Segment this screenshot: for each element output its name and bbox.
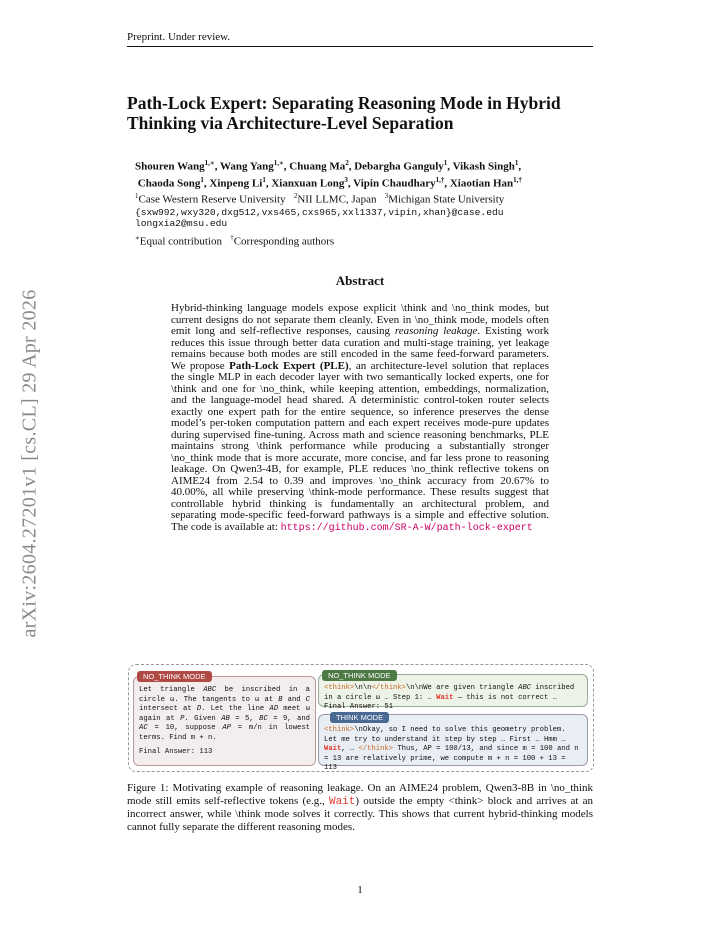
no-think-tag-1: NO_THINK MODE bbox=[137, 671, 212, 682]
emails-1: {sxw992,wxy320,dxg512,vxs465,cxs965,xxl1337,vipin,xhan}@case.edu bbox=[135, 206, 504, 218]
paper-title bbox=[127, 93, 597, 133]
question-panel bbox=[133, 676, 316, 766]
author-block: Shouren Wang$^{1,∗}$, Wang Yang$^{1,∗}$, Chuang Ma$^2$, Debargha Ganguly$^1$, Vikash Singh$^1$, Chaoda Song$^1$, Xinpeng Li$^1$, Xianxuan Long$^3$, Vipin Chaudhary$^{1,\dagger}$, Xiaotian Han$^{1,\dagger}$ $^1$Case Western Reserve University $^2$NII LLMC, Japan $^3$Michigan State University {sxw992,wxy320,dxg512,vxs465,cxs965,xxl1337,vipin,xhan}@case.edu longxia2@msu.edu ∗Equal contribution †Corresponding authors bbox=[135, 157, 595, 249]
title-line-1: Path-Lock Expert: Separating Reasoning Mode in Hybrid bbox=[127, 93, 561, 113]
header-rule bbox=[127, 46, 593, 47]
affiliations: $^1$Case Western Reserve University $^2$NII LLMC, Japan $^3$Michigan State University bbox=[135, 192, 505, 206]
think-response: <think>\nOkay, so I need to solve this geometry problem. Let me try to understand it step by step … First … Hmm … Wait, … </think> Thus, AP = 100/13, and since m = 100 and n = 13 are relatively prime, we compute m + n = 100 + 13 = 113 bbox=[324, 726, 579, 772]
title-line-2: Thinking via Architecture-Level Separation bbox=[127, 113, 454, 133]
page-number: 1 bbox=[357, 884, 363, 896]
think-tag: THINK MODE bbox=[330, 712, 389, 723]
question-text: Let triangle ABC be inscribed in a circle ω. The tangents to ω at B and C intersect at D. Let the line AD meet ω again at P. Given AB = 5, BC = 9, and AC = 10, suppose AP = m/n in lowest terms. Find m + n. bbox=[139, 686, 311, 742]
final-answer: Final Answer: 113 bbox=[139, 748, 213, 756]
author-list: Shouren Wang$^{1,∗}$, Wang Yang$^{1,∗}$, Chuang Ma$^2$, Debargha Ganguly$^1$, Vikash Singh$^1$, bbox=[135, 159, 522, 173]
arxiv-stamp: arXiv:2604.27201v1 [cs.CL] 29 Apr 2026 bbox=[18, 289, 41, 638]
emails-2: longxia2@msu.edu bbox=[135, 217, 228, 229]
code-link[interactable]: https://github.com/SR-A-W/path-lock-expert bbox=[280, 522, 533, 534]
no-think-tag-2: NO_THINK MODE bbox=[322, 670, 397, 681]
abstract-heading: Abstract bbox=[335, 273, 385, 288]
figure-caption: Figure 1: Motivating example of reasoning leakage. On an AIME24 problem, Qwen3-8B in \no_think mode still emits self-reflective tokens (e.g., Wait) outside the empty <think> block and arrives at an incorrect answer, while \think mode solves it correctly. This shows that current hybrid-thinking models cannot fully separate the different reasoning modes. bbox=[127, 782, 593, 833]
contribution-notes: ∗Equal contribution †Corresponding authors bbox=[135, 233, 335, 248]
no-think-response: <think>\n\n</think>\n\nWe are given triangle ABC inscribed in a circle ω … Step 1: … Wait — this is not correct … Final Answer: 51 bbox=[324, 684, 575, 711]
abstract-body: Hybrid-thinking language models expose explicit \think and \no_think modes, but current designs do not separate them cleanly. Even in \no_think mode, models often emit long and self-reflective responses, causing reasoning leakage. Existing work reduces this issue through better data curation and multi-stage training, yet leakage remains because both modes are still encoded in the same feed-forward parameters. We propose Path-Lock Expert (PLE), an architecture-level solution that replaces the single MLP in each decoder layer with two semantically locked experts, one for \think and one for \no_think, while keeping attention, embeddings, normalization, and the language-model head shared. A deterministic control-token router selects exactly one expert path for the entire sequence, so inference preserves the dense model’s per-token computation pattern and each expert receives mode-pure updates during supervised fine-tuning. Across math and science reasoning benchmarks, PLE maintains strong \think performance while producing a substantially stronger \no_think mode that is more accurate, more concise, and far less prone to reasoning leakage. On Qwen3-4B, for example, PLE reduces \no_think reflective tokens on AIME24 from 2.54 to 0.39 and improves \no_think accuracy from 20.67% to 40.00%, all while preserving \think-mode performance. These results suggest that controllable hybrid thinking is fundamentally an architectural problem, and separating mode-specific feed-forward pathways is a simple and effective solution. The code is available at: https://github.com/SR-A-W/path-lock-expert bbox=[171, 302, 549, 534]
running-header: Preprint. Under review. bbox=[127, 31, 231, 43]
